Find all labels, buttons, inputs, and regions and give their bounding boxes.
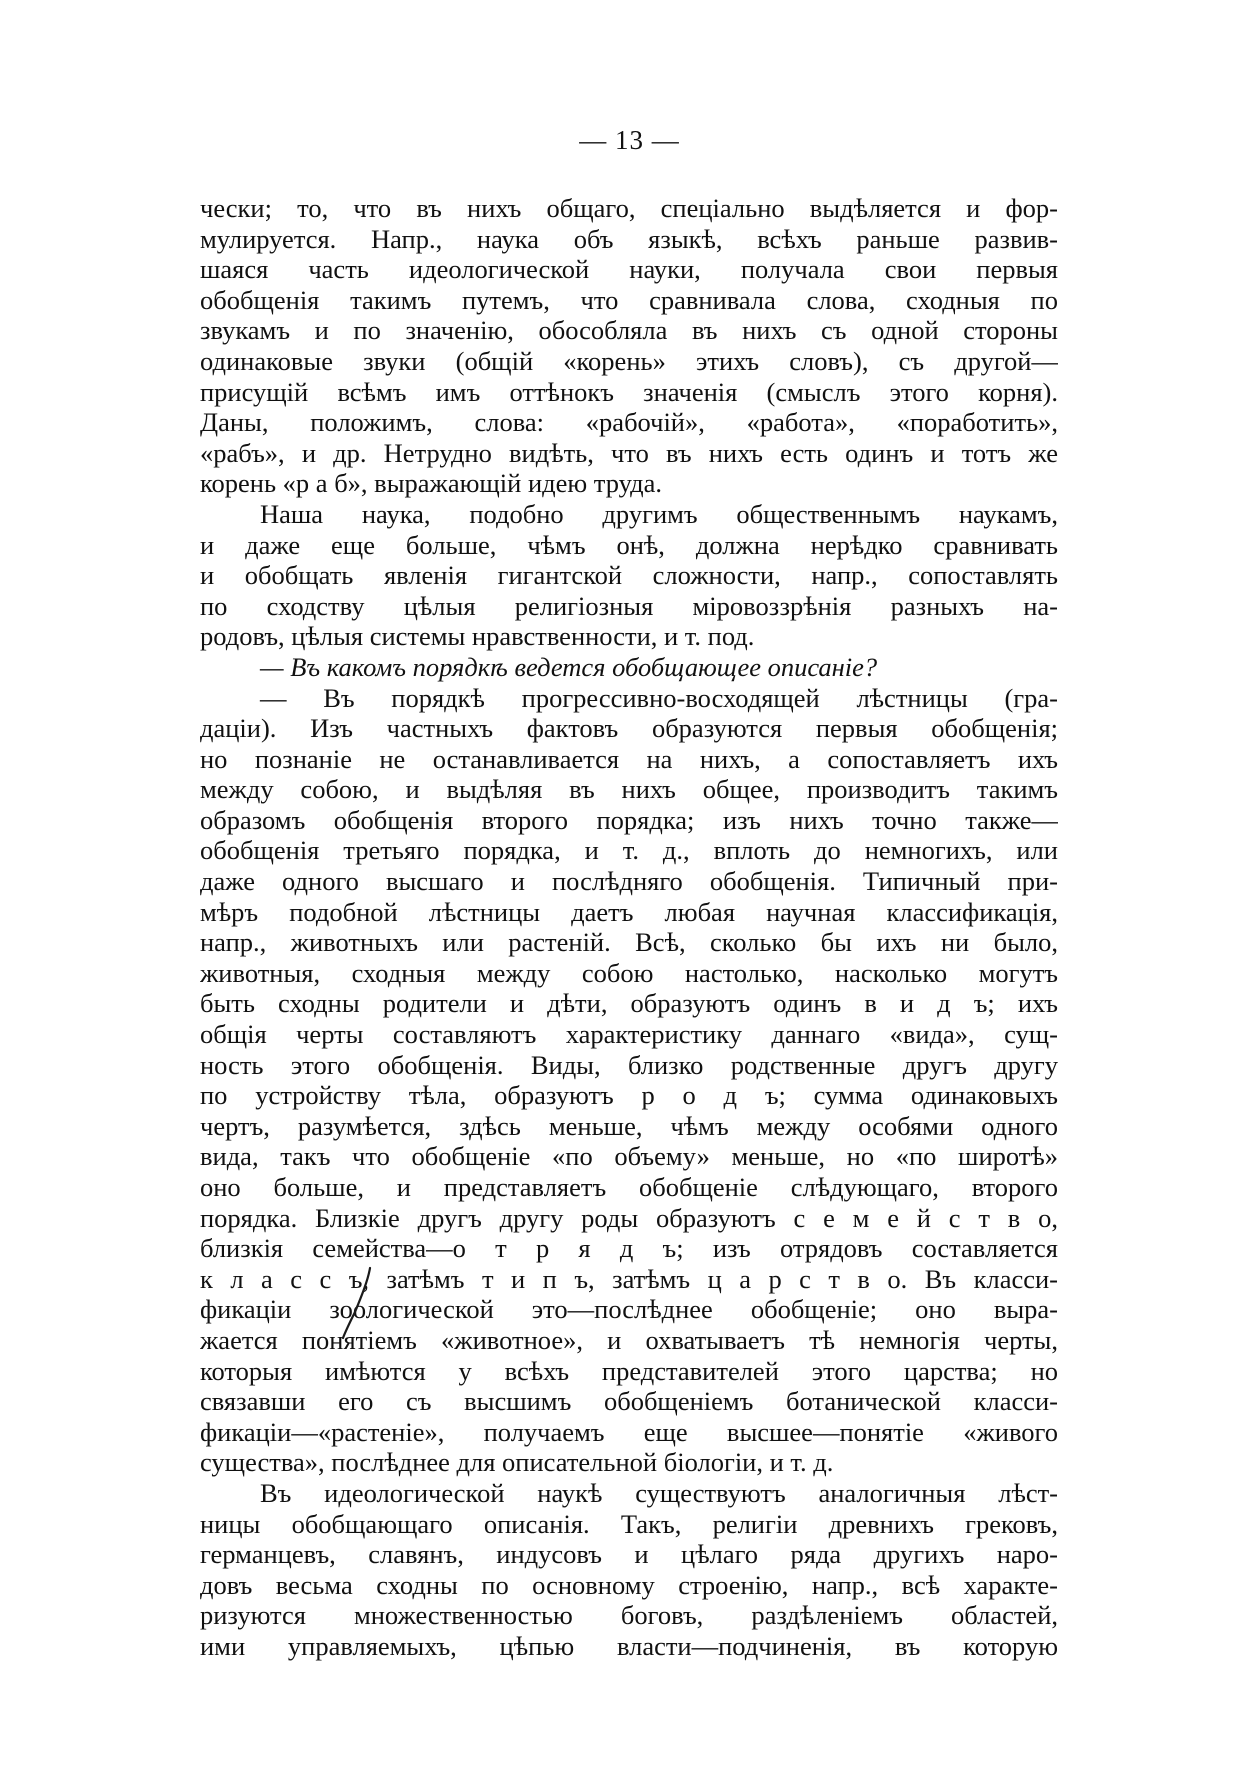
text-line: корень «р а б», выражающій идею труда.: [200, 468, 663, 499]
text-line: мулируется. Напр., наука объ языкѣ, всѣхъ раньше развив-: [200, 223, 1058, 254]
text-line: Наша наука, подобно другимъ общественнымъ наукамъ,: [260, 498, 1058, 529]
text-line: и даже еще больше, чѣмъ онѣ, должна нерѣдко сравнивать: [200, 529, 1058, 560]
text-line: — Въ порядкѣ прогрессивно-восходящей лѣстницы (гра-: [260, 682, 1058, 713]
text-line: обобщенія такимъ путемъ, что сравнивала слова, сходныя по: [200, 284, 1058, 315]
text-line: по устройству тѣла, образуютъ р о д ъ; сумма одинаковыхъ: [200, 1080, 1058, 1111]
text-line: германцевъ, славянъ, индусовъ и цѣлаго ряда другихъ наро-: [200, 1539, 1058, 1570]
text-line: одинаковые звуки (общій «корень» этихъ словъ), съ другой—: [200, 345, 1058, 376]
text-line: напр., животныхъ или растеній. Всѣ, сколько бы ихъ ни было,: [200, 927, 1058, 958]
text-line: ими управляемыхъ, цѣпью власти—подчиненія, въ которую: [200, 1630, 1058, 1661]
text-line: «рабъ», и др. Нетрудно видѣть, что въ нихъ есть одинъ и тотъ же: [200, 437, 1058, 468]
text-line: порядка. Близкіе другъ другу роды образуютъ с е м е й с т в о,: [200, 1202, 1058, 1233]
text-line: даже одного высшаго и послѣдняго обобщенія. Типичный при-: [200, 866, 1058, 897]
text-line: и обобщать явленія гигантской сложности, напр., сопоставлять: [200, 560, 1058, 591]
question-line: — Въ какомъ порядкѣ ведется обобщающее описаніе?: [260, 651, 878, 682]
text-line: которыя имѣются у всѣхъ представителей этого царства; но: [200, 1355, 1058, 1386]
page-number: — 13 —: [579, 125, 680, 155]
text-line: к л а с с ъ, затѣмъ т и п ъ, затѣмъ ц а р с т в о. Въ класси-: [200, 1263, 1058, 1294]
text-line: чески; то, что въ нихъ общаго, спеціально выдѣляется и фор-: [200, 193, 1058, 223]
text-line: звукамъ и по значенію, обособляла въ нихъ съ одной стороны: [200, 315, 1058, 346]
text-line: по сходству цѣлыя религіозныя міровоззрѣнія разныхъ на-: [200, 590, 1058, 621]
text-line: обобщенія третьяго порядка, и т. д., вплоть до немногихъ, или: [200, 835, 1058, 866]
text-line: ризуются множественностью боговъ, раздѣленіемъ областей,: [200, 1600, 1058, 1631]
text-line: близкія семейства—о т р я д ъ; изъ отрядовъ составляется: [200, 1233, 1058, 1264]
text-line: существа», послѣднее для описательной біологіи, и т. д.: [200, 1447, 834, 1478]
text-line: довъ весьма сходны по основному строенію, напр., всѣ характе-: [200, 1569, 1058, 1600]
text-line: шаяся часть идеологической науки, получала свои первыя: [200, 254, 1058, 285]
text-line: мѣръ подобной лѣстницы даетъ любая научная классификація,: [200, 896, 1058, 927]
text-line: быть сходны родители и дѣти, образуютъ одинъ в и д ъ; ихъ: [200, 988, 1058, 1019]
text-line: Даны, положимъ, слова: «рабочій», «работа», «поработить»,: [200, 407, 1058, 438]
text-line: жается понятіемъ «животное», и охватываетъ тѣ немногія черты,: [200, 1324, 1058, 1355]
text-line: ницы обобщающаго описанія. Такъ, религіи древнихъ грековъ,: [200, 1508, 1058, 1539]
text-line: животныя, сходныя между собою настолько, насколько могутъ: [200, 957, 1058, 988]
text-line: родовъ, цѣлыя системы нравственности, и т. под.: [200, 621, 755, 652]
text-line: присущій всѣмъ имъ оттѣнокъ значенія (смыслъ этого корня).: [200, 376, 1058, 407]
text-line: Въ идеологической наукѣ существуютъ аналогичныя лѣст-: [260, 1477, 1058, 1508]
text-line: фикаціи зоологической это—послѣднее обобщеніе; оно выра-: [200, 1294, 1058, 1325]
text-line: ность этого обобщенія. Виды, близко родственные другъ другу: [200, 1049, 1058, 1080]
text-line: образомъ обобщенія второго порядка; изъ нихъ точно также—: [200, 804, 1058, 835]
text-line: оно больше, и представляетъ обобщеніе слѣдующаго, второго: [200, 1172, 1058, 1202]
text-line: связавши его съ высшимъ обобщеніемъ ботанической класси-: [200, 1386, 1058, 1417]
text-line: чертъ, разумѣется, здѣсь меньше, чѣмъ между особями одного: [200, 1110, 1058, 1141]
body-text: [200, 193, 1058, 1662]
text-line: между собою, и выдѣляя въ нихъ общее, производитъ такимъ: [200, 774, 1058, 805]
text-line: вида, такъ что обобщеніе «по объему» меньше, но «по широтѣ»: [200, 1141, 1058, 1172]
text-line: даціи). Изъ частныхъ фактовъ образуются первыя обобщенія;: [200, 713, 1058, 744]
text-line: но познаніе не останавливается на нихъ, а сопоставляетъ ихъ: [200, 743, 1058, 774]
text-line: фикаціи—«растеніе», получаемъ еще высшее—понятіе «живого: [200, 1416, 1058, 1447]
text-line: общія черты составляютъ характеристику даннаго «вида», сущ-: [200, 1019, 1058, 1050]
